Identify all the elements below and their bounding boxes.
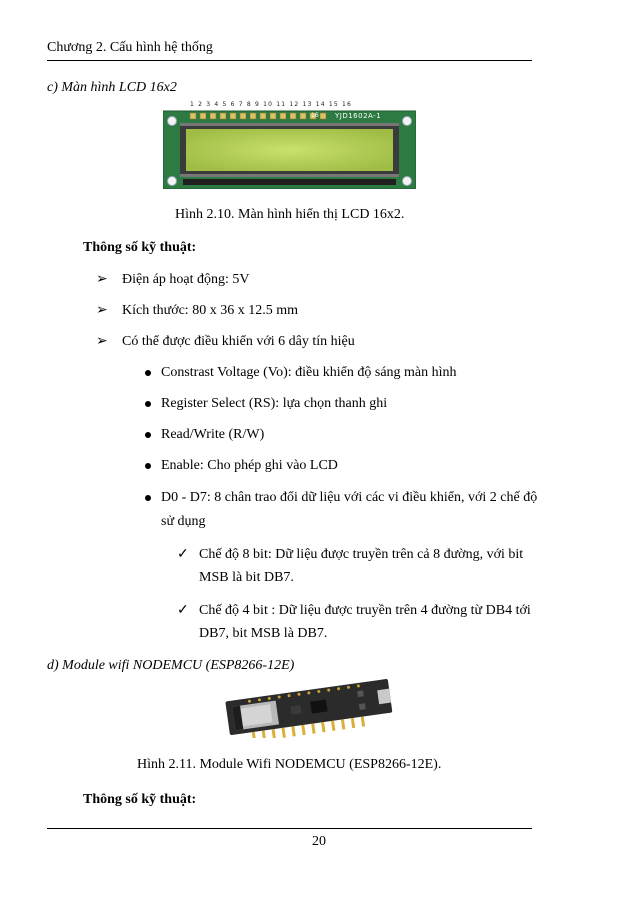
section-heading-nodemcu: d) Module wifi NODEMCU (ESP8266-12E) xyxy=(47,658,295,673)
spec-title-nodemcu: Thông số kỹ thuật: xyxy=(83,792,197,807)
signal-item: Constrast Voltage (Vo): điều khiển độ sáng màn hình xyxy=(145,365,457,381)
spec-title-lcd: Thông số kỹ thuật: xyxy=(83,240,197,255)
lcd-16x2-image xyxy=(163,101,416,189)
signal-item: Read/Write (R/W) xyxy=(145,427,264,443)
arrowhead-bullet-icon: ➢ xyxy=(96,303,108,318)
lcd-pin-numbers: 1 2 3 4 5 6 7 8 9 10 11 12 13 14 15 16 xyxy=(190,101,353,108)
bullet-dot-icon xyxy=(145,401,151,407)
mode-8bit-cont: MSB là bit DB7. xyxy=(199,570,294,585)
checkmark-icon: ✓ xyxy=(177,547,189,562)
spec-voltage: ➢ Điện áp hoạt động: 5V xyxy=(96,272,250,287)
signal-item-data-pins-cont: sử dụng xyxy=(161,514,206,529)
bullet-dot-icon xyxy=(145,463,151,469)
checkmark-icon: ✓ xyxy=(177,603,189,618)
bullet-dot-icon xyxy=(145,370,151,376)
arrowhead-bullet-icon: ➢ xyxy=(96,272,108,287)
running-header: Chương 2. Cấu hình hệ thống xyxy=(47,40,213,55)
section-heading-lcd: c) Màn hình LCD 16x2 xyxy=(47,80,177,95)
signal-item: Enable: Cho phép ghi vào LCD xyxy=(145,458,338,474)
mode-4bit-cont: DB7, bit MSB là DB7. xyxy=(199,626,328,641)
figure-caption-nodemcu: Hình 2.11. Module Wifi NODEMCU (ESP8266-12E). xyxy=(137,757,442,772)
figure-caption-lcd: Hình 2.10. Màn hình hiển thị LCD 16x2. xyxy=(175,207,405,222)
signal-item: Register Select (RS): lựa chọn thanh ghi xyxy=(145,396,387,412)
signal-item-data-pins: D0 - D7: 8 chân trao đổi dữ liệu với các vi điều khiển, với 2 chế độ xyxy=(145,490,537,506)
spec-signals: ➢ Có thể được điều khiển với 6 dây tín hiệu xyxy=(96,334,355,349)
spec-size: ➢ Kích thước: 80 x 36 x 12.5 mm xyxy=(96,303,298,318)
arrowhead-bullet-icon: ➢ xyxy=(96,334,108,349)
bullet-dot-icon xyxy=(145,432,151,438)
bullet-dot-icon xyxy=(145,495,151,501)
nodemcu-board-image xyxy=(219,678,399,738)
header-rule xyxy=(47,60,532,61)
lcd-model-label: YJD1602A-1 xyxy=(335,112,382,120)
mode-8bit: ✓ Chế độ 8 bit: Dữ liệu được truyền trên cả 8 đường, với bit xyxy=(177,547,524,562)
footer-rule xyxy=(47,828,532,829)
page-number: 20 xyxy=(312,834,326,849)
mode-4bit: ✓ Chế độ 4 bit : Dữ liệu được truyền trên 4 đường từ DB4 tới xyxy=(177,603,531,618)
lcd-pin16-label: 16 xyxy=(311,112,319,119)
